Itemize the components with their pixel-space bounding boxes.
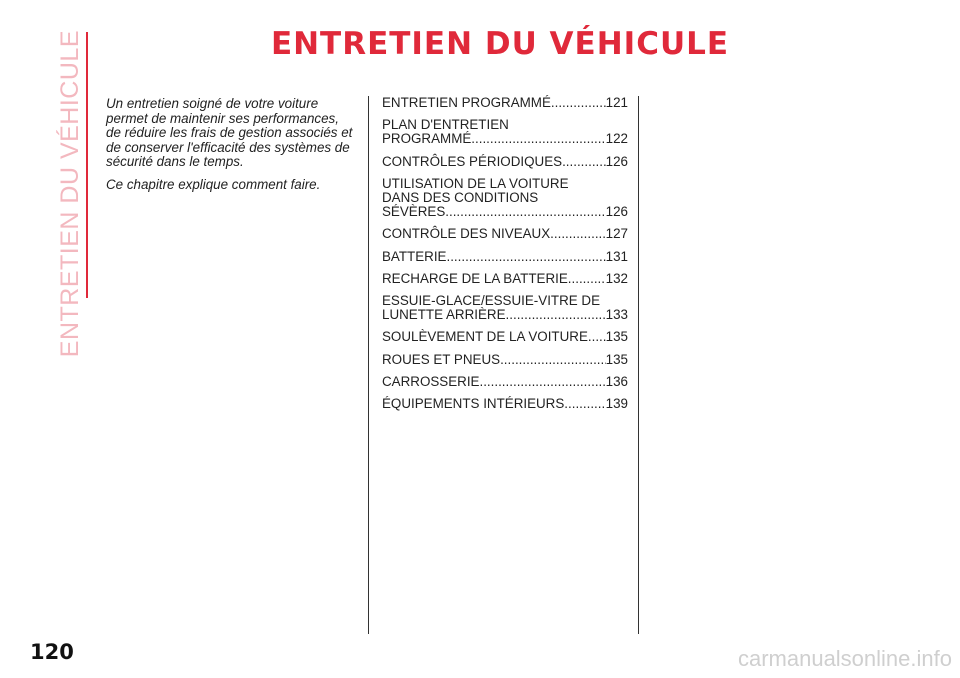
toc-leader-dots [568,272,606,286]
toc-entry-label-line: UTILISATION DE LA VOITURE [382,176,569,191]
toc-entry-label: CARROSSERIE [382,373,480,389]
intro-text [106,97,354,201]
toc-entry-label: BATTERIE [382,248,447,264]
toc-leader-dots [551,96,606,110]
side-accent-rule [86,32,88,298]
toc-entry-page: 127 [605,226,628,242]
intro-paragraph: Ce chapitre explique comment faire. [106,176,321,192]
toc-entry-page: 132 [605,270,628,286]
toc-entry[interactable] [382,177,628,220]
toc-entry-label: CONTRÔLES PÉRIODIQUES [382,153,563,169]
toc-entry-label: SOULÈVEMENT DE LA VOITURE [382,329,588,345]
toc-leader-dots [446,250,605,264]
toc-entry[interactable] [382,294,628,322]
toc-entry[interactable] [382,375,628,389]
toc-entry-label: ENTRETIEN PROGRAMMÉ [382,95,551,110]
column-divider-left [368,96,369,634]
toc-entry-label-line: ESSUIE-GLACE/ESSUIE-VITRE DE [382,294,601,309]
toc-entry[interactable] [382,353,628,367]
toc-entry[interactable] [382,250,628,264]
toc-entry[interactable] [382,96,628,110]
side-chapter-title [55,30,84,358]
toc-entry[interactable] [382,118,628,146]
toc-entry-label: PROGRAMMÉ [382,131,472,147]
column-divider-right [638,96,639,634]
toc-leader-dots [562,155,606,169]
toc-entry-label: ÉQUIPEMENTS INTÉRIEURS [382,396,565,412]
page-number: 120 [30,640,74,664]
toc-entry[interactable] [382,397,628,411]
table-of-contents [382,96,628,419]
toc-entry-page: 126 [605,204,628,220]
toc-leader-dots [506,308,606,322]
toc-leader-dots [479,375,605,389]
toc-leader-dots [550,227,605,241]
toc-leader-dots [471,132,605,146]
toc-entry-label: LUNETTE ARRIÈRE [382,307,506,323]
toc-entry-page: 121 [605,95,628,110]
toc-entry[interactable] [382,155,628,169]
toc-leader-dots [564,397,605,411]
intro-paragraph: Un entretien soigné de votre voiture permet de maintenir ses performances, de réduire les frais de gestion associés et de conserver l'efficacité des systèmes de sécurité dans le temps. [106,96,353,170]
chapter-title: ENTRETIEN DU VÉHICULE [270,26,730,62]
toc-entry-label: RECHARGE DE LA BATTERIE [382,270,568,286]
toc-entry-label: ROUES ET PNEUS [382,351,501,367]
watermark: carmanualsonline.info [737,646,952,671]
toc-leader-dots [588,330,606,344]
toc-entry[interactable] [382,227,628,241]
side-chapter-title-text: ENTRETIEN DU VÉHICULE [55,30,84,358]
toc-entry-label: CONTRÔLE DES NIVEAUX [382,226,551,242]
toc-entry[interactable] [382,330,628,344]
toc-entry-page: 139 [605,396,628,412]
toc-entry-page: 133 [605,307,628,323]
toc-leader-dots [445,205,605,219]
toc-leader-dots [500,353,606,367]
toc-entry-page: 135 [605,329,628,345]
toc-entry-label-line: PLAN D'ENTRETIEN [382,118,509,133]
toc-entry[interactable] [382,272,628,286]
toc-entry-page: 131 [605,248,628,264]
toc-entry-page: 126 [605,153,628,169]
toc-entry-label: SÉVÈRES [382,204,446,220]
toc-entry-page: 136 [605,373,628,389]
toc-entry-page: 135 [605,351,628,367]
toc-entry-page: 122 [605,131,628,147]
toc-entry-label-line: DANS DES CONDITIONS [382,191,539,206]
